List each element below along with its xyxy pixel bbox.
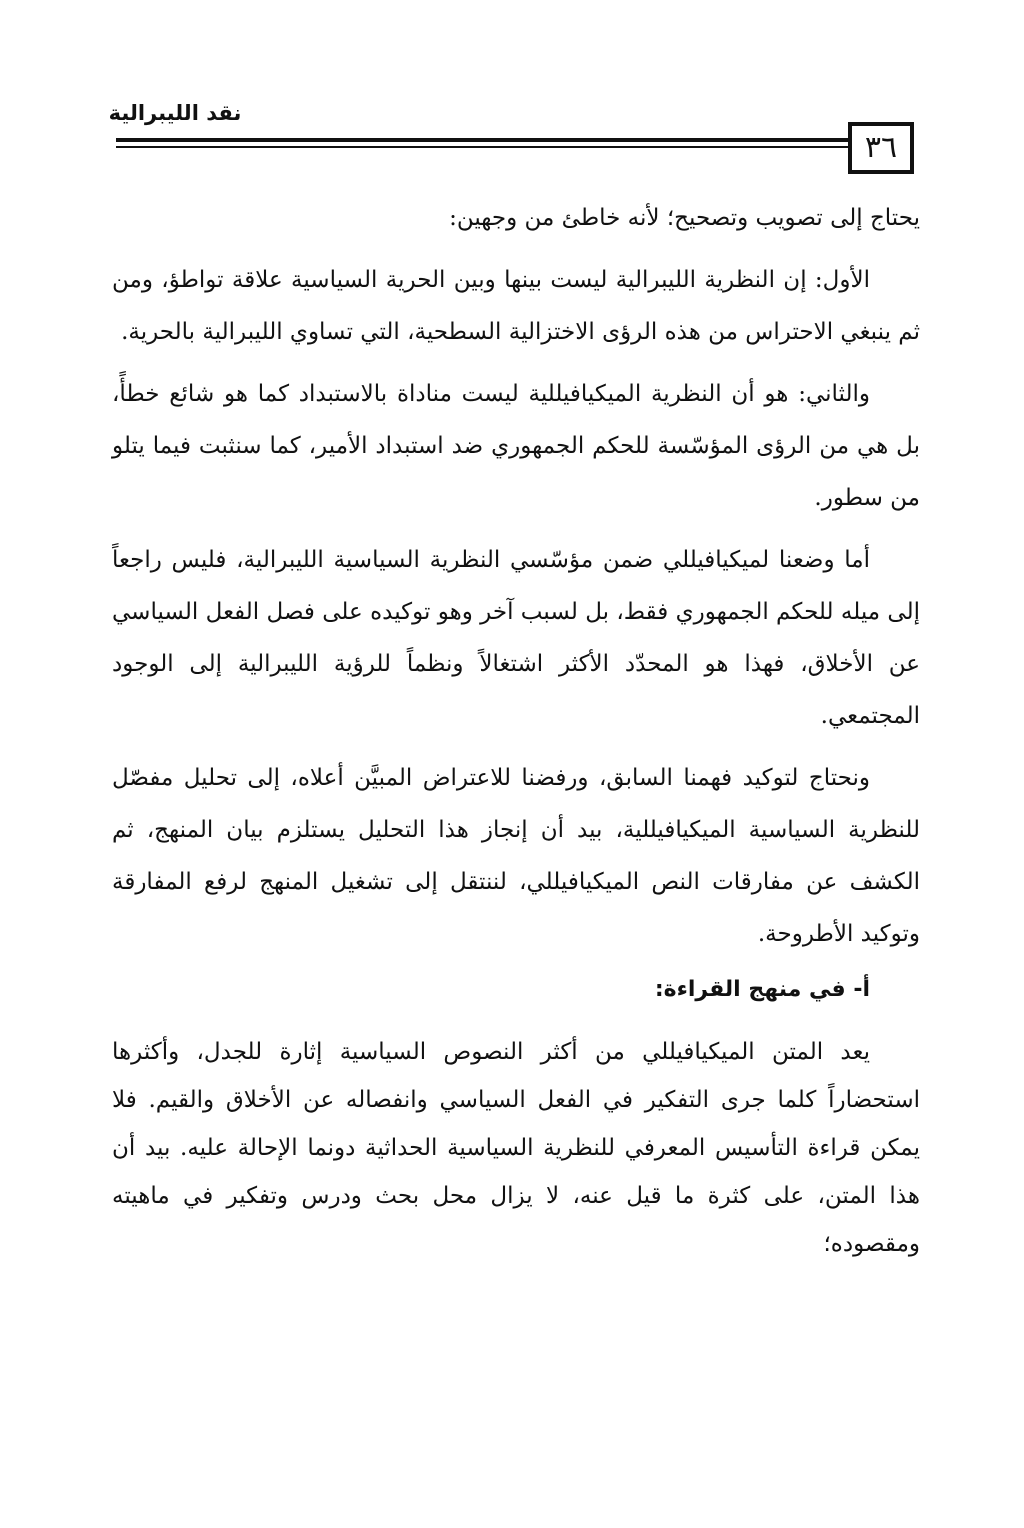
paragraph-reading-method: يعد المتن الميكيافيللي من أكثر النصوص السياسية إثارة للجدل، وأكثرها استحضاراً كلما جرى التفكير في الفعل السياسي وانفصاله عن الأخلاق والقيم. فلا يمكن قراءة التأسيس المعرفي للنظرية السياسية الحداثية دونما الإحالة عليه. بيد أن هذا المتن، على كثرة ما قيل عنه، لا يزال محل بحث ودرس وتفكير في ماهيته ومقصوده؛ [112, 1039, 920, 1257]
paragraph-first-point: الأول: إن النظرية الليبرالية ليست بينها وبين الحرية السياسية علاقة تواطؤ، ومن ثم ينبغي الاحتراس من هذه الرؤى الاختزالية السطحية، التي تساوي الليبرالية بالحرية. [112, 267, 920, 345]
header-rule-thin [116, 146, 854, 148]
running-title: نقد الليبرالية [108, 101, 242, 125]
header-rule-thick [116, 138, 854, 142]
paragraph-analysis-need: ونحتاج لتوكيد فهمنا السابق، ورفضنا للاعتراض المبيَّن أعلاه، إلى تحليل مفصّل للنظرية السياسية الميكيافيللية، بيد أن إنجاز هذا التحليل يستلزم بيان المنهج، ثم الكشف عن مفارقات النص الميكيافيللي، لننتقل إلى تشغيل المنهج لرفع المفارقة وتوكيد الأطروحة. [112, 765, 920, 947]
page-number: ٣٦ [848, 122, 914, 174]
page-body [112, 192, 920, 1278]
paragraph-second-point: والثاني: هو أن النظرية الميكيافيللية ليست مناداة بالاستبداد كما هو شائع خطأً، بل هي من الرؤى المؤسّسة للحكم الجمهوري ضد استبداد الأمير، كما سنثبت فيما يتلو من سطور. [112, 381, 920, 511]
section-subheading: أ- في منهج القراءة: [654, 977, 870, 1002]
paragraph-machiavelli-liberal: أما وضعنا لميكيافيللي ضمن مؤسّسي النظرية السياسية الليبرالية، فليس راجعاً إلى ميله للحكم الجمهوري فقط، بل لسبب آخر وهو توكيده على فصل الفعل السياسي عن الأخلاق، فهذا هو المحدّد الأكثر اشتغالاً ونظماً للرؤية الليبرالية إلى الوجود المجتمعي. [112, 547, 920, 729]
paragraph-continuation: يحتاج إلى تصويب وتصحيح؛ لأنه خاطئ من وجهين: [449, 205, 920, 231]
